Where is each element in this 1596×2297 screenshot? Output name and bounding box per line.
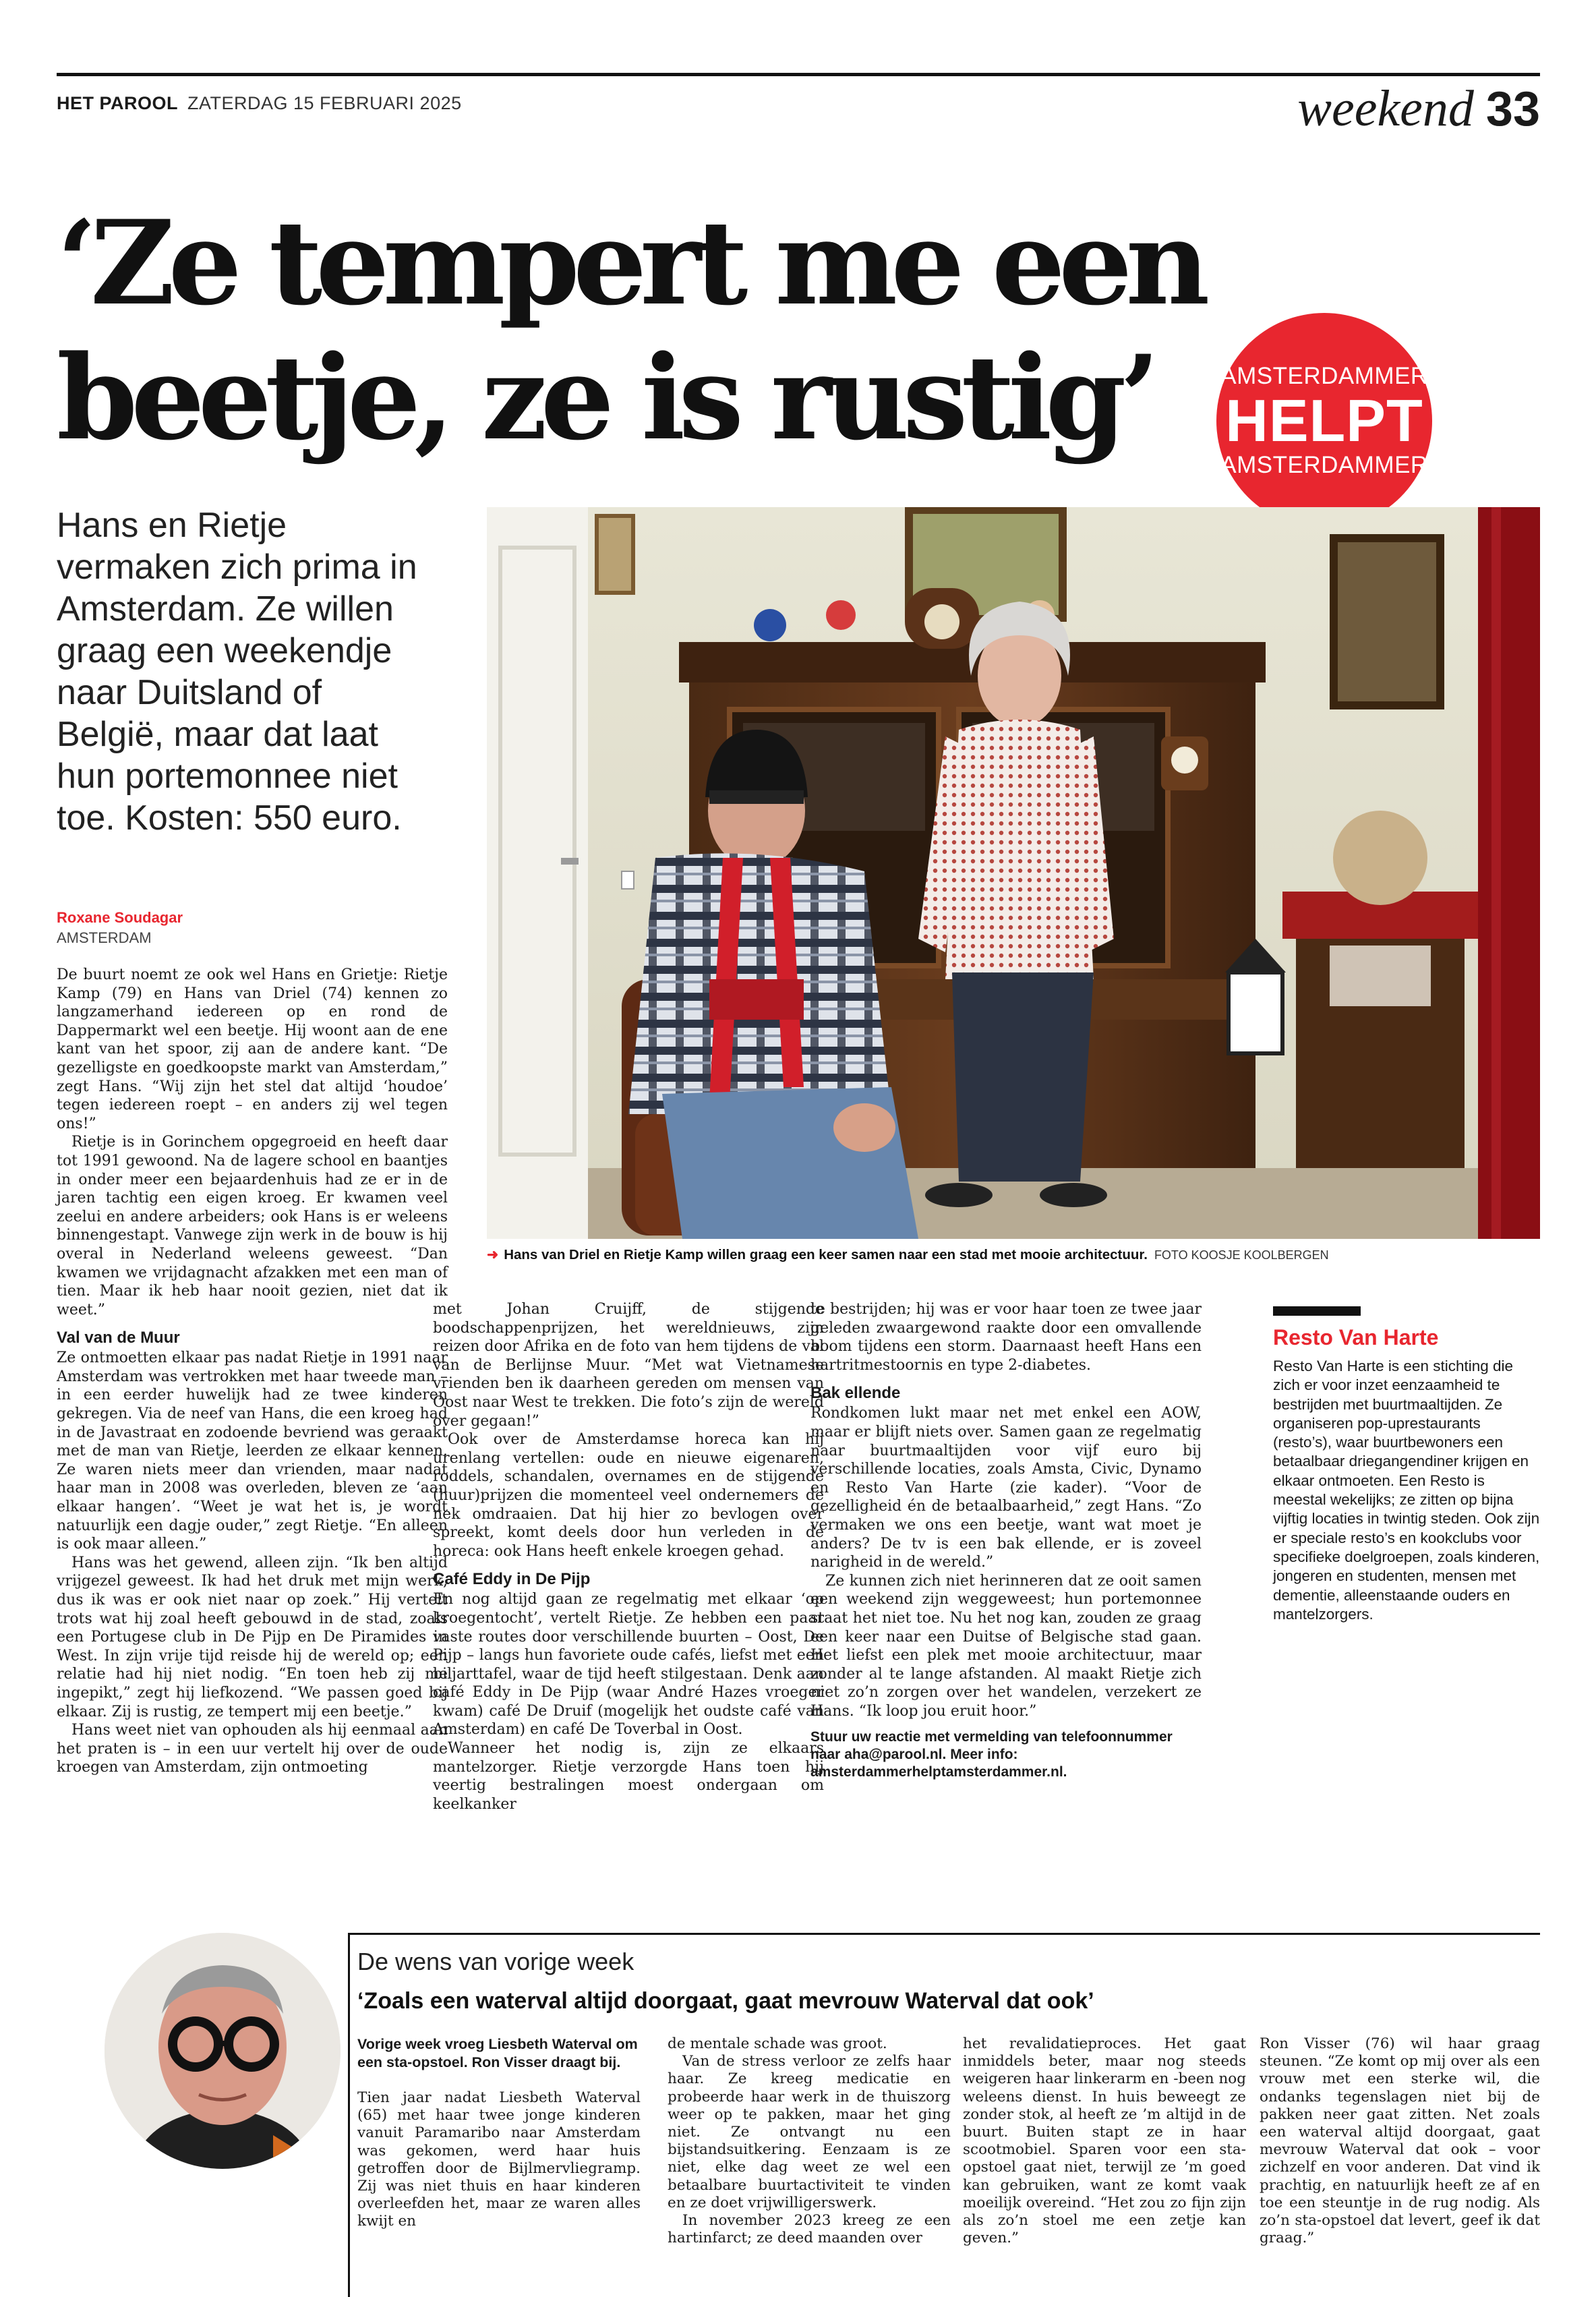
wish-column-1 [357,2035,641,2231]
article-paragraph: Rietje is in Gorinchem opgegroeid en heeft daar tot 1991 gewoond. Na de lagere school en baantjes in onder meer een bejaardenhuis had ze er in de jaren tachtig een eigen kroeg. Er kwamen veel zeelui en andere arbeiders; ook Hans is er weleens binnengestapt. Vanwege zijn werk in de bouw is hij overal in Nederland weleens geweest. “Dan kwamen we vrijdagnacht afzakken met een man of tien. Maar ik heb haar nooit gezien, niet dat ik weet.” [57,1134,448,1318]
sidebar-title: Resto Van Harte [1273,1325,1439,1349]
article-paragraph: Hans was het gewend, alleen zijn. “Ik ben altijd vrijgezel geweest. Ik had het druk met mijn werk, dus ik was er ook niet naar op zoek.” Hij vertelt trots wat hij zoal heeft gebouwd in de stad, zoals een Portugese club in De Pijp en De Piramides in West. In zijn vrije tijd reisde hij de wereld op; een relatie had hij niet nodig. “En toen heb zij me ingepikt,” zegt hij liefkozend. “We passen goed bij elkaar. Zij is rustig, ze tempert mij een beetje.” [57,1554,448,1720]
article-paragraph: Hans weet niet van ophouden als hij eenmaal aan het praten is – in een uur vertelt hij over de oude kroegen van Amsterdam, zijn ontmoeting [57,1722,448,1776]
ron-visser-portrait [105,1933,341,2169]
section-rule [348,1933,1540,1935]
living-room-photo-illustration [487,507,1540,1239]
page-header-left [57,93,462,114]
badge-line-3: AMSTERDAMMER [1220,452,1428,478]
headline-line-1: ‘Ze tempert me een [57,194,1204,331]
article-paragraph: Ze ontmoetten elkaar pas nadat Rietje in 1991 naar Amsterdam was vertrokken met haar tweede man – in een eerder huwelijk had ze twee kinderen gekregen. Via de neef van Hans, die een kroeg had in de Javastraat en zodoende bevriend was geraakt met de man van Rietje, leerden ze elkaar kennen. Ze waren niets meer dan vrienden, maar nadat haar man in 2008 was overleden, bleven ze ‘aan elkaar hangen’. “Weet je wat het is, je wordt natuurlijk een dagje ouder,” zegt Rietje. “En alleen is ook maar alleen.” [57,1349,448,1553]
article-paragraph: te bestrijden; hij was er voor haar toen ze twee jaar geleden zwaargewond raakte door een omvallende boom tijdens een storm. Daarnaast heeft Hans een hartritmestoornis en type 2-diabetes. [810,1301,1202,1374]
article-paragraph: Wanneer het nodig is, zijn ze elkaars mantelzorger. Rietje verzorgde Hans toen hij veertig bestralingen moest ondergaan om keelkanker [433,1740,824,1813]
sidebar-text: Resto Van Harte is een stichting die zich er voor inzet eenzaamheid te bestrijden met buurtmaaltijden. Ze organiseren pop-uprestaurants (resto’s), waar buurtbewoners een betaalbaar driegangendiner krijgen en elkaar ontmoeten. Een Resto is meestal wekelijks; ze zitten op bijna vijftig locaties in twintig steden. Ook zijn er speciale resto’s en kookclubs voor specifieke doelgroepen, zoals kinderen, jongeren en studenten, mensen met dementie, alleenstaande ouders en mantelzorgers. [1273,1358,1540,1623]
section-name: weekend [1297,80,1474,137]
sidebar-rule [1273,1306,1361,1316]
author-name: Roxane Soudagar [57,909,183,926]
reader-response-note: Stuur uw reactie met vermelding van telefoonnummer naar aha@parool.nl. Meer info: amsterdammerhelptamsterdammer.nl. [810,1729,1173,1780]
wish-column-3 [963,2035,1246,2247]
article-paragraph: Ook over de Amsterdamse horeca kan hij urenlang vertellen: oude en nieuwe eigenaren, roddels, schandalen, overnames en de stijgende (huur)prijzen die momenteel veel ondernemers de nek omdraaien. Dat hij hier zo bevlogen over spreekt, komt deels door hun verleden in de horeca: ook Hans heeft enkele kroegen gehad. [433,1431,824,1560]
article-paragraph: met Johan Cruijff, de stijgende boodschappenprijzen, het wereldnieuws, zijn reizen door Afrika en de foto van hem tijdens de val van de Berlijnse Muur. “Met wat Vietnamese vrienden ben ik daarheen gereden om mensen van Oost naar West te trekken. Die foto’s zijn de wereld over gegaan!” [433,1301,824,1430]
wish-paragraph: het revalidatieproces. Het gaat inmiddels beter, maar nog steeds weigeren haar linkerarm en -been nog weleens dienst. In huis beweegt ze zonder stok, al heeft ze ’m altijd in de buurt. Buiten stapt ze in haar scootmobiel. Sparen voor een sta-opstoel gaat niet, terwijl ze ’m goed kan gebruiken, want ze komt vaak moeilijk overeind. “Het zou zo fijn zijn als zo’n stoel me een zetje kan geven.” [963,2035,1246,2247]
article-paragraph: De buurt noemt ze ook wel Hans en Grietje: Rietje Kamp (79) en Hans van Driel (74) kennen zo langzamerhand iedereen op en rond de Dappermarkt wel een beetje. Hij woont aan de ene kant van het spoor, zij aan de andere kant. “De gezelligste en goedkoopste markt van Amsterdam,” zegt Hans. “Wij zijn het stel dat altijd ‘houdoe’ tegen iedereen roept – en anders zij wel tegen ons!” [57,966,448,1132]
portrait-illustration [105,1933,341,2169]
wish-paragraph: Tien jaar nadat Liesbeth Waterval (65) met haar twee jonge kinderen vanuit Paramaribo naar Amsterdam was gekomen, werd haar huis getroffen door de Bijlmervliegramp. Zij was niet thuis en haar kinderen overleefden het, maar ze waren alles kwijt en [357,2089,641,2230]
wish-paragraph: Ron Visser (76) wil haar graag steunen. “Ze komt op mij over als een vrouw met een sterke wil, die ondanks tegenslagen niet bij de pakken neer gaat zitten. Net zoals een waterval altijd doorgaat, gaat mevrouw Waterval dat ook – voor zichzelf en voor anderen. Dat vind ik prachtig, en natuurlijk heeft ze af en toe een steuntje in de rug nodig. Als zo’n sta-opstoel dat levert, geef ik dat graag.” [1260,2035,1540,2247]
wish-title: ‘Zoals een waterval altijd doorgaat, gaat mevrouw Waterval dat ook’ [357,1988,1094,2014]
subheading-bak-ellende: Bak ellende [810,1384,901,1403]
wish-kicker: De wens van vorige week [357,1948,634,1975]
wish-column-4 [1260,2035,1540,2247]
caption-text: Hans van Driel en Rietje Kamp willen graag een keer samen naar een stad met mooie architectuur. [504,1247,1148,1262]
article-column-1 [57,966,448,1777]
article-column-3 [810,1300,1202,1781]
article-paragraph: Rondkomen lukt maar net met enkel een AOW, maar er blijft niets over. Samen gaan ze regelmatig naar buurtmaaltijden voor vijf euro bij verschillende locaties, zoals Amsta, Civic, Dynamo en Resto Van Harte (zie kader). “Voor de gezelligheid én de betaalbaarheid,” zegt Hans. “Zo vermaken we ons een beetje, want wat moet je anders? De tv is een bak ellende, er is zoveel narigheid in de wereld.” [810,1405,1202,1571]
wish-paragraph: de mentale schade was groot. [668,2035,887,2052]
wish-paragraph: Van de stress verloor ze zelfs haar haar. Ze kreeg medicatie en probeerde haar werk in de thuiszorg weer op te pakken, maar het ging niet. Ze ontvangt nu een bijstandsuitkering. Eenzaam is ze niet, elke dag weet ze wel een betaalbare buurtactiviteit te vinden en ze doet vrijwilligerswerk. [668,2053,951,2211]
sidebar-resto-van-harte [1273,1306,1540,1624]
article-column-2 [433,1300,824,1813]
headline [57,196,1338,465]
article-intro: Hans en Rietje vermaken zich prima in Amsterdam. Ze willen graag een weekendje naar Duitsland of België, maar dat laat hun portemonnee niet toe. Kosten: 550 euro. [57,506,417,838]
badge-line-2: HELPT [1225,387,1423,454]
photo-credit: FOTO KOOSJE KOOLBERGEN [1154,1248,1329,1262]
wish-paragraph: In november 2023 kreeg ze een hartinfarct; ze deed maanden over [668,2212,951,2247]
wish-lead: Vorige week vroeg Liesbeth Waterval om een sta-opstoel. Ron Visser draagt bij. [357,2036,638,2070]
section-rule-vertical [348,1933,350,2297]
subheading-cafe-eddy: Café Eddy in De Pijp [433,1570,591,1589]
headline-line-2: beetje, ze is rustig’ [57,329,1154,466]
article-paragraph: En nog altijd gaan ze regelmatig met elkaar ‘op kroegentocht’, vertelt Rietje. Ze hebben een paar vaste routes door verschillende buurten – Oost, De Pijp – langs hun favoriete oude cafés, liefst met een biljarttafel, waar de tijd heeft stilgestaan. Denk aan café Eddy in De Pijp (waar André Hazes vroeger kwam) café De Druif (mogelijk het oudste café van Amsterdam) en café De Toverbal in Oost. [433,1591,824,1739]
amsterdammer-helpt-badge [1216,313,1432,529]
top-rule [57,73,1540,76]
dateline: AMSTERDAM [57,929,152,946]
photo-caption [487,1246,1540,1263]
publication-date: ZATERDAG 15 FEBRUARI 2025 [187,93,462,113]
page-header-right [1297,80,1540,154]
arrow-right-icon: ➜ [487,1247,499,1262]
wish-column-2 [668,2035,951,2247]
publication-name: HET PAROOL [57,93,178,113]
subheading-val-van-de-muur: Val van de Muur [57,1329,180,1347]
page-number: 33 [1485,82,1540,136]
article-paragraph: Ze kunnen zich niet herinneren dat ze ooit samen een weekend zijn weggeweest; hun portemonnee staat het niet toe. Nu het nog kan, zouden ze graag een keer naar een Duitse of Belgische stad gaan. Het liefst een plek met mooie architectuur, maar zonder al te lange afstanden. Al maakt Rietje zich niet zo’n zorgen over het wandelen, verzekert ze Hans. “Ik loop jou eruit hoor.” [810,1572,1202,1720]
article-photo [487,507,1540,1239]
badge-line-1: AMSTERDAMMER [1220,363,1428,389]
byline [57,909,183,947]
